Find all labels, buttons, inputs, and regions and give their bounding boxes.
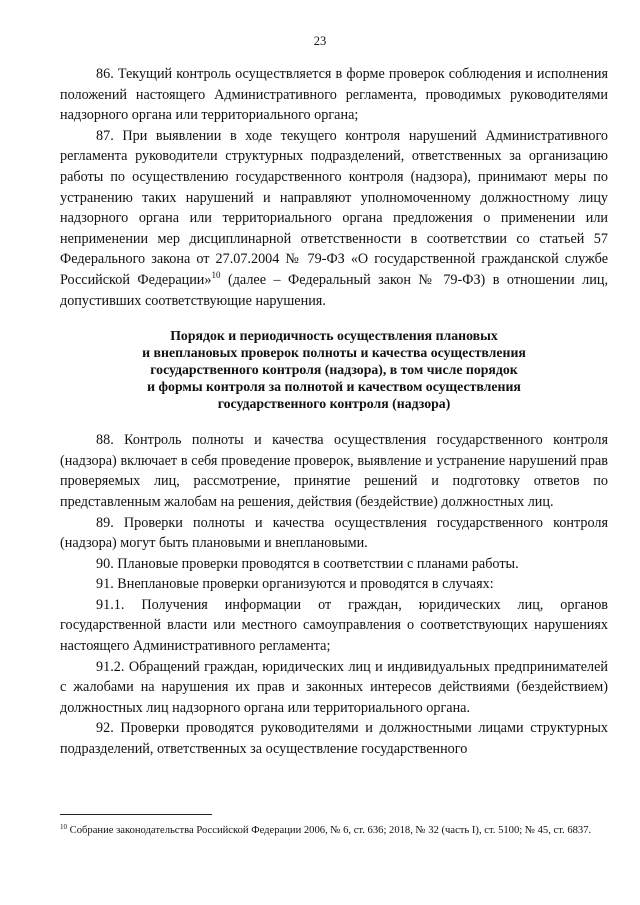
paragraph-90: 90. Плановые проверки проводятся в соответствии с планами работы. [96,555,519,572]
page-number: 23 [313,34,327,48]
footnote-text: Собрание законодательства Российской Федерации 2006, № 6, ст. 636; 2018, № 32 (часть I), ст. 5100; № 45, ст. 6837. [67,825,592,836]
paragraph-92: 92. Проверки проводятся руководителями и должностными лицами структурных подразделений, ответственных за осуществление государственного [60,720,608,758]
section-heading-line: Порядок и периодичность осуществления плановых [170,328,498,344]
section-heading-line: и формы контроля за полнотой и качеством осуществления [147,379,521,395]
section-heading-line: государственного контроля (надзора), в том числе порядок [150,362,518,378]
paragraph-89: 89. Проверки полноты и качества осуществления государственного контроля (надзора) могут быть плановыми и внеплановыми. [60,514,608,552]
paragraph-91-2: 91.2. Обращений граждан, юридических лиц и индивидуальных предпринимателей с жалобами на нарушения их прав и законных интересов действиями (бездействием) должностных лиц надзорного органа или территориального органа. [60,658,608,716]
footnote-separator [60,814,212,815]
paragraph-87-text: 87. При выявлении в ходе текущего контроля нарушений Административного регламента руководители структурных подразделений, ответственных за организацию работы по осуществлению государственного контроля (надзора), принимают меры по устранению таких нарушений и направляют уполномоченному должностному лицу надзорного органа или территориального органа предложения о применении или неприменении мер дисциплинарной ответственности в соответствии со статьей 57 Федерального закона от 27.07.2004 № 79-ФЗ «О государственной гражданской службе Российской Федерации» [60,127,608,288]
paragraph-91: 91. Внеплановые проверки организуются и проводятся в случаях: [96,576,494,593]
section-heading-line: и внеплановых проверок полноты и качества осуществления [142,345,526,361]
footnote-marker: 10 [60,823,67,831]
paragraph-87-continuation: (далее – Федеральный закон № 79-ФЗ) в отношении лиц, допустивших соответствующие нарушения. [60,271,608,309]
paragraph-87 [60,126,608,311]
footnote [60,823,608,838]
paragraph-91-1: 91.1. Получения информации от граждан, юридических лиц, органов государственной власти или местного самоуправления о соответствующих нарушениях настоящего Административного регламента; [60,596,608,655]
footnote-reference[interactable]: 10 [211,269,221,280]
paragraph-86: 86. Текущий контроль осуществляется в форме проверок соблюдения и исполнения положений настоящего Административного регламента, проводимых руководителями надзорного органа или территориального органа; [60,66,608,124]
document-body [60,64,608,760]
section-heading [60,327,608,412]
section-heading-line: государственного контроля (надзора) [217,396,451,412]
paragraph-88: 88. Контроль полноты и качества осуществления государственного контроля (надзора) включает в себя проведение проверок, выявление и устранение нарушений прав проверяемых лиц, рассмотрение, принятие решений и подготовку ответов по представленным жалобам на решения, действия (бездействие) должностных лиц. [60,432,608,510]
